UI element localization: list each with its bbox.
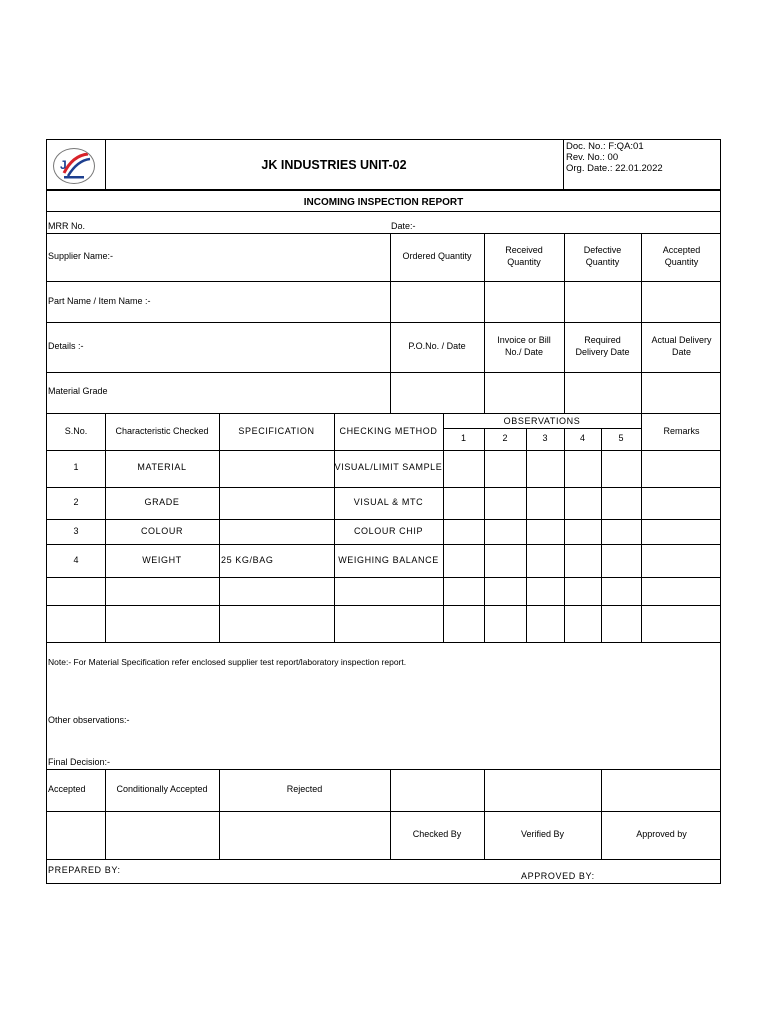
grid-line	[219, 769, 220, 859]
grid-line	[601, 769, 602, 859]
supplier-name-label: Supplier Name:-	[48, 251, 114, 261]
observation-2-header: 2	[502, 433, 508, 443]
observation-5-header: 5	[618, 433, 624, 443]
grid-line	[47, 281, 720, 282]
rev-no: Rev. No.: 00	[566, 152, 619, 163]
characteristic-header: Characteristic Checked	[115, 426, 209, 436]
po-no-date-header: P.O.No. / Date	[408, 341, 466, 351]
decision-accepted: Accepted	[48, 784, 86, 794]
grid-line	[484, 428, 485, 642]
remarks-header: Remarks	[663, 426, 700, 436]
grid-line	[601, 428, 602, 642]
doc-no: Doc. No.: F:QA:01	[566, 141, 644, 152]
inspection-report-form	[46, 139, 721, 884]
received-quantity-header-1: Received	[505, 245, 543, 255]
row-4-characteristic: WEIGHT	[142, 555, 182, 565]
row-2-sno: 2	[73, 497, 79, 507]
grid-line	[47, 519, 720, 520]
grid-line	[47, 642, 720, 643]
grid-line	[47, 811, 720, 812]
date-label: Date:-	[391, 221, 416, 231]
received-quantity-header-2: Quantity	[507, 257, 541, 267]
required-delivery-header-1: Required	[584, 335, 621, 345]
grid-line	[563, 140, 564, 190]
decision-rejected: Rejected	[286, 784, 323, 794]
sno-header: S.No.	[64, 426, 88, 436]
accepted-quantity-header-1: Accepted	[662, 245, 701, 255]
material-grade-label: Material Grade	[48, 386, 108, 396]
observation-4-header: 4	[579, 433, 585, 443]
defective-quantity-header-1: Defective	[583, 245, 622, 255]
grid-line	[47, 544, 720, 545]
grid-line	[443, 428, 641, 429]
required-delivery-header-2: Delivery Date	[575, 347, 630, 357]
grid-line	[47, 769, 720, 770]
grid-line	[47, 322, 720, 323]
ordered-quantity-header: Ordered Quantity	[402, 251, 472, 261]
row-2-characteristic: GRADE	[144, 497, 180, 507]
row-4-specification: 25 KG/BAG	[221, 555, 274, 565]
grid-line	[47, 413, 720, 414]
row-1-sno: 1	[73, 462, 79, 472]
grid-line	[219, 413, 220, 642]
grid-line	[484, 769, 485, 859]
grid-line	[47, 487, 720, 488]
grid-line	[47, 233, 720, 234]
row-1-method: VISUAL/LIMIT SAMPLE	[334, 462, 443, 472]
grid-line	[47, 450, 720, 451]
details-label: Details :-	[48, 341, 84, 351]
decision-conditionally-accepted: Conditionally Accepted	[116, 784, 208, 794]
grid-line	[390, 769, 391, 859]
actual-delivery-header-2: Date	[671, 347, 691, 357]
grid-line	[47, 189, 720, 191]
row-4-sno: 4	[73, 555, 79, 565]
row-3-method: COLOUR CHIP	[353, 526, 424, 536]
invoice-header-2: No./ Date	[504, 347, 544, 357]
checked-by-label: Checked By	[412, 829, 462, 839]
specification-header: SPECIFICATION	[238, 426, 315, 436]
material-spec-note: Note:- For Material Specification refer enclosed supplier test report/laboratory inspection report.	[48, 657, 407, 667]
grid-line	[443, 413, 444, 642]
accepted-quantity-header-2: Quantity	[664, 257, 699, 267]
other-observations-label: Other observations:-	[48, 715, 130, 725]
grid-line	[564, 428, 565, 642]
mrr-no-label: MRR No.	[48, 221, 86, 231]
approved-by-label: Approved by	[636, 829, 687, 839]
observation-3-header: 3	[542, 433, 548, 443]
grid-line	[105, 769, 106, 859]
row-3-characteristic: COLOUR	[140, 526, 184, 536]
row-4-method: WEIGHING BALANCE	[338, 555, 439, 565]
actual-delivery-header-1: Actual Delivery	[651, 335, 712, 345]
invoice-header-1: Invoice or Bill	[497, 335, 551, 345]
grid-line	[47, 372, 720, 373]
final-decision-label: Final Decision:-	[48, 757, 111, 767]
observations-header: OBSERVATIONS	[503, 416, 581, 426]
grid-line	[47, 577, 720, 578]
prepared-by-label: PREPARED BY:	[48, 865, 121, 875]
verified-by-label: Verified By	[520, 829, 565, 839]
grid-line	[47, 211, 720, 212]
grid-line	[47, 859, 720, 860]
report-title: INCOMING INSPECTION REPORT	[303, 197, 464, 208]
row-1-characteristic: MATERIAL	[137, 462, 187, 472]
footer-approved-by-label: APPROVED BY:	[521, 871, 595, 881]
part-name-label: Part Name / Item Name :-	[48, 296, 151, 306]
svg-text:J: J	[60, 158, 67, 172]
row-2-method: VISUAL & MTC	[353, 497, 424, 507]
defective-quantity-header-2: Quantity	[585, 257, 620, 267]
row-3-sno: 3	[73, 526, 79, 536]
checking-method-header: CHECKING METHOD	[339, 426, 438, 436]
grid-line	[641, 413, 642, 642]
grid-line	[47, 605, 720, 606]
observation-1-header: 1	[460, 433, 466, 443]
company-title: JK INDUSTRIES UNIT-02	[261, 158, 407, 172]
grid-line	[526, 428, 527, 642]
jk-industries-logo-icon	[53, 148, 95, 184]
org-date: Org. Date.: 22.01.2022	[566, 163, 663, 174]
